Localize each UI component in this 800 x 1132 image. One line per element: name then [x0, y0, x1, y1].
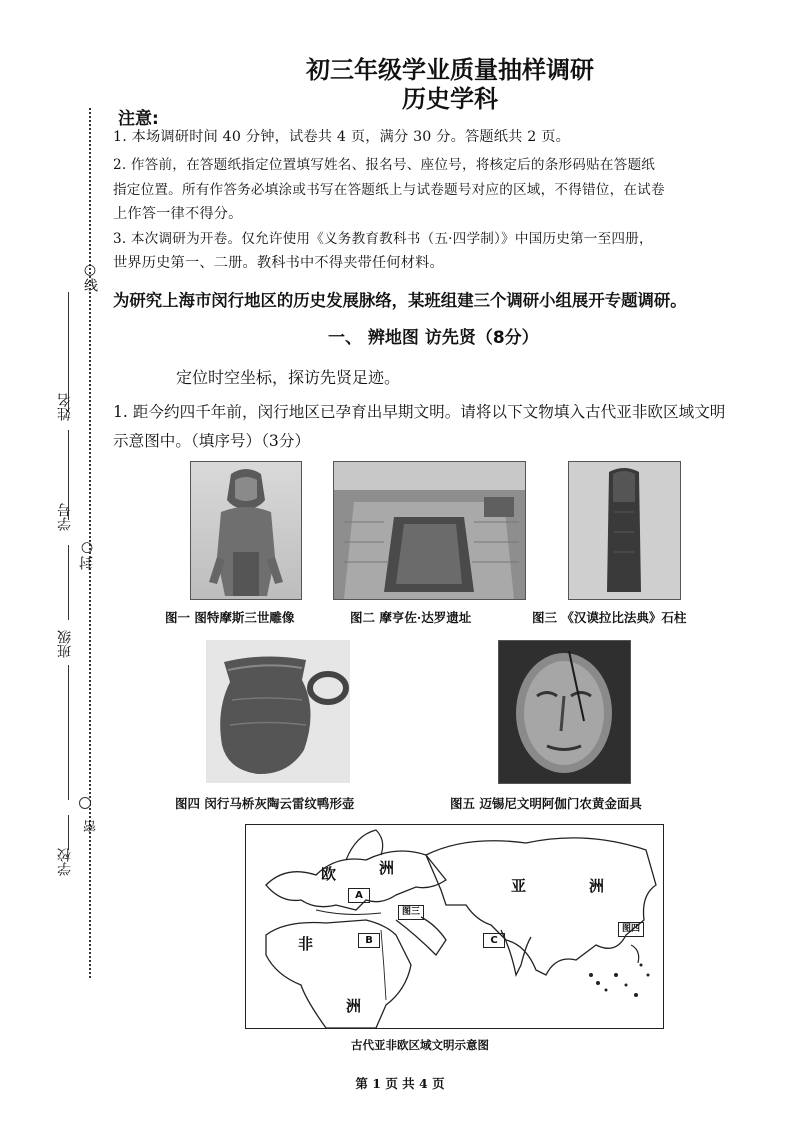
binding-label-xingming: 姓名: [57, 393, 73, 421]
map-box-figure-4: 图四: [618, 922, 644, 937]
binding-underline-3: [68, 545, 69, 620]
notice-heading: 注意:: [118, 109, 159, 129]
asia-landmass: [426, 838, 656, 975]
binding-label-xuehao: 学号: [57, 503, 73, 531]
binding-label-mi: 密: [84, 820, 99, 833]
binding-underline-4: [68, 665, 69, 800]
map-label-asia-1: 亚: [511, 877, 527, 895]
notice-line: 上作答一律不得分。: [113, 206, 243, 222]
page-footer: 第 1 页 共 4 页: [355, 1076, 445, 1091]
figure-3-caption: 图三 《汉谟拉比法典》石柱: [532, 610, 687, 625]
map-label-africa-1: 非: [298, 935, 314, 953]
binding-feng-text: 封○: [79, 540, 95, 570]
map-box-a: A: [348, 888, 370, 903]
africa-landmass: [266, 920, 411, 1028]
figure-3-stele-photo: [568, 461, 681, 600]
binding-label-banji: 班级: [57, 630, 73, 658]
question-1-line: 1. 距今约四千年前，闵行地区已孕育出早期文明。请将以下文物填入古代亚非欧区域文明: [113, 403, 726, 421]
figure-4-pottery-photo: [206, 640, 350, 783]
figure-1-caption: 图一 图特摩斯三世雕像: [165, 610, 295, 625]
binding-label-xuexiao: 学校: [57, 848, 73, 876]
binding-circle-mi: [79, 797, 91, 809]
map-box-b: B: [358, 933, 380, 948]
map-caption: 古代亚非欧区域文明示意图: [351, 1038, 489, 1052]
notice-line: 1. 本场调研时间 40 分钟，试卷共 4 页，满分 30 分。答题纸共 2 页。: [113, 129, 570, 145]
islands: [589, 964, 650, 998]
figure-2-caption: 图二 摩亨佐·达罗遗址: [350, 610, 472, 625]
map-label-europe-1: 欧: [321, 865, 337, 883]
map-label-africa-2: 洲: [346, 997, 362, 1015]
map-label-europe-2: 洲: [379, 859, 395, 877]
notice-line: 2. 作答前，在答题纸指定位置填写姓名、报名号、座位号，将核定后的条形码贴在答题纸: [113, 157, 656, 173]
notice-line: 指定位置。所有作答务必填涂或书写在答题纸上与试卷题号对应的区域，不得错位，在试卷: [113, 182, 665, 198]
notice-line: 世界历史第一、二册。教科书中不得夹带任何材料。: [113, 255, 444, 271]
map-label-asia-2: 洲: [589, 877, 605, 895]
figure-5-gold-mask-photo: [498, 640, 631, 784]
civilization-map: [245, 824, 664, 1029]
notice-line: 3. 本次调研为开卷。仅允许使用《义务教育教科书（五·四学制）》中国历史第一至四册，: [113, 231, 653, 247]
page-title: 初三年级学业质量抽样调研: [306, 56, 594, 84]
binding-label-xian: [80, 262, 116, 292]
binding-label-feng: [77, 540, 113, 570]
figure-5-caption: 图五 迈锡尼文明阿伽门农黄金面具: [450, 796, 642, 811]
intro-paragraph: 为研究上海市闵行地区的历史发展脉络，某班组建三个调研小组展开专题调研。: [113, 291, 687, 310]
figure-1-statue-photo: [190, 461, 302, 600]
section-title: 一、 辨地图 访先贤（8分）: [328, 328, 539, 348]
binding-underline-5: [68, 815, 69, 850]
page-subtitle: 历史学科: [402, 85, 498, 113]
mediterranean: [316, 910, 381, 914]
section-lead: 定位时空坐标，探访先贤足迹。: [176, 368, 401, 387]
question-1-line: 示意图中。（填序号）（3分）: [113, 432, 311, 450]
figure-4-caption: 图四 闵行马桥灰陶云雷纹鸭形壶: [175, 796, 355, 811]
figure-2-ruins-photo: [333, 461, 526, 600]
map-box-figure-3: 图三: [398, 905, 424, 920]
map-box-c: C: [483, 933, 505, 948]
binding-xian-text: ○线: [82, 262, 98, 292]
